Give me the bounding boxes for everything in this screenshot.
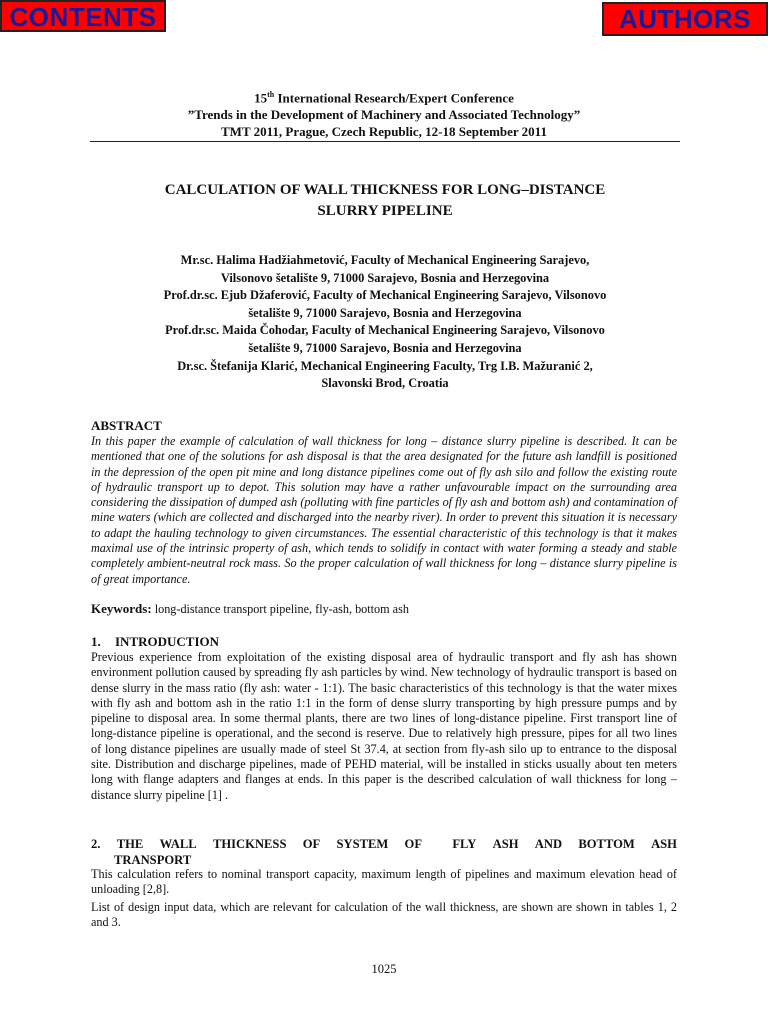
keywords-label: Keywords: <box>91 601 152 616</box>
edition-number: 15 <box>254 90 268 106</box>
conference-line-3: TMT 2011, Prague, Czech Republic, 12-18 September 2011 <box>221 124 547 140</box>
keywords-text: long-distance transport pipeline, fly-ash, bottom ash <box>151 602 409 616</box>
section-1-heading <box>91 634 677 650</box>
abstract-body: In this paper the example of calculation of wall thickness for long – distance slurry pipeline is described. It can be mentioned that one of the solutions for ash disposal is that the area designated for the future ash landfill is positioned in the depression of the open pit mine and long distance pipelines come out of fly ash silo and follow the existing route of hydraulic transport up to depot. This solution may have a rather unfavourable impact on the surrounding area considering the dissipation of dumped ash (polluting with fine particles of fly ash and bottom ash) and contamination of mine waters (which are collected and discharged into the nearby river). In order to prevent this situation it is necessary to adapt the hauling technology to given circumstances. The essential characteristic of this technology is that it makes maximal use of the intrinsic property of ash, which tends to solidify in contact with water forming a steady and stable completely ambient-neutral rock mass. So the proper calculation of wall thickness for long – distance slurry pipeline is of great importance. <box>91 434 677 586</box>
page-number: 1025 <box>371 962 397 976</box>
section-2-heading <box>91 836 677 868</box>
author-line: Slavonski Brod, Croatia <box>321 376 449 391</box>
author-line: Prof.dr.sc. Maida Čohodar, Faculty of Mechanical Engineering Sarajevo, Vilsonovo <box>165 323 605 338</box>
author-line: Mr.sc. Halima Hadžiahmetović, Faculty of Mechanical Engineering Sarajevo, <box>180 253 590 267</box>
paper-title <box>90 180 680 222</box>
author-line: Vilsonovo šetalište 9, 71000 Sarajevo, Bosnia and Herzegovina <box>220 270 550 285</box>
heading-word: WALL <box>159 837 197 851</box>
author-list <box>90 252 680 393</box>
section-1-number: 1. <box>91 634 101 649</box>
conference-line-2: ”Trends in the Development of Machinery and Associated Technology” <box>187 107 581 123</box>
abstract-heading: ABSTRACT <box>91 418 162 433</box>
author-line: šetalište 9, 71000 Sarajevo, Bosnia and Herzegovina <box>248 305 522 320</box>
heading-word: ASH <box>492 837 519 851</box>
contents-button[interactable]: CONTENTS <box>0 0 166 32</box>
conference-line-1 <box>90 86 678 106</box>
heading-word: FLY <box>452 837 477 851</box>
heading-word: BOTTOM <box>578 837 635 851</box>
section-2-heading-line-1 <box>91 836 677 852</box>
title-line-1: CALCULATION OF WALL THICKNESS FOR LONG–DISTANCE <box>164 182 606 198</box>
author-line: Dr.sc. Štefanija Klarić, Mechanical Engineering Faculty, Trg I.B. Mažuranić 2, <box>177 358 593 373</box>
heading-word: THICKNESS <box>212 837 287 851</box>
heading-word: ASH <box>651 837 677 851</box>
keywords-line <box>91 601 677 617</box>
author-line: šetalište 9, 71000 Sarajevo, Bosnia and Herzegovina <box>248 340 522 355</box>
section-2-heading-line-2: TRANSPORT <box>114 853 192 867</box>
section-2-number: 2. <box>91 837 101 851</box>
heading-word: AND <box>534 837 563 851</box>
conference-name: International Research/Expert Conference <box>274 90 514 106</box>
author-line: Prof.dr.sc. Ejub Džaferović, Faculty of Mechanical Engineering Sarajevo, Vilsonovo <box>163 288 607 303</box>
edition-suffix: th <box>267 90 275 99</box>
section-1-title: INTRODUCTION <box>115 634 220 649</box>
section-2-paragraph-2: List of design input data, which are relevant for calculation of the wall thickness, are shown are shown in tables 1, 2 and 3. <box>91 900 677 930</box>
heading-word: SYSTEM <box>336 837 389 851</box>
conference-header <box>90 86 678 140</box>
title-line-2: SLURRY PIPELINE <box>317 203 453 219</box>
heading-word: THE <box>116 837 144 851</box>
heading-word: OF <box>404 837 423 851</box>
section-2-paragraph-1: This calculation refers to nominal transport capacity, maximum length of pipelines and maximum elevation head of unloading [2,8]. <box>91 867 677 897</box>
authors-button[interactable]: AUTHORS <box>602 2 768 36</box>
header-divider <box>90 141 680 142</box>
heading-word: OF <box>302 837 321 851</box>
section-1-body: Previous experience from exploitation of the existing disposal area of hydraulic transport and fly ash has shown environment pollution caused by spreading fly ash particles by wind. New technology of hydraulic transport is based on dense slurry in the mass ratio (fly ash: water - 1:1). The basic characteristics of this technology is that the water mixes with fly ash and bottom ash in the ratio 1:1 in the form of dense slurry transporting by high pressure pumps and by pipeline to disposal area. In some thermal plants, there are two lines of long-distance pipeline. First transport line of long-distance pipeline is operational, and the second is reserve. Due to relatively high pressure, pipes for all two lines of long distance pipelines are usually made of steel St 37.4, at section from fly-ash silo up to entrance to the disposal site. Distribution and discharge pipelines, made of PEHD material, will be installed in sticks usually about ten meters long with flange adapters and flanges at ends. In this paper is the described calculation of wall thickness for long – distance slurry pipeline [1] . <box>91 650 677 802</box>
